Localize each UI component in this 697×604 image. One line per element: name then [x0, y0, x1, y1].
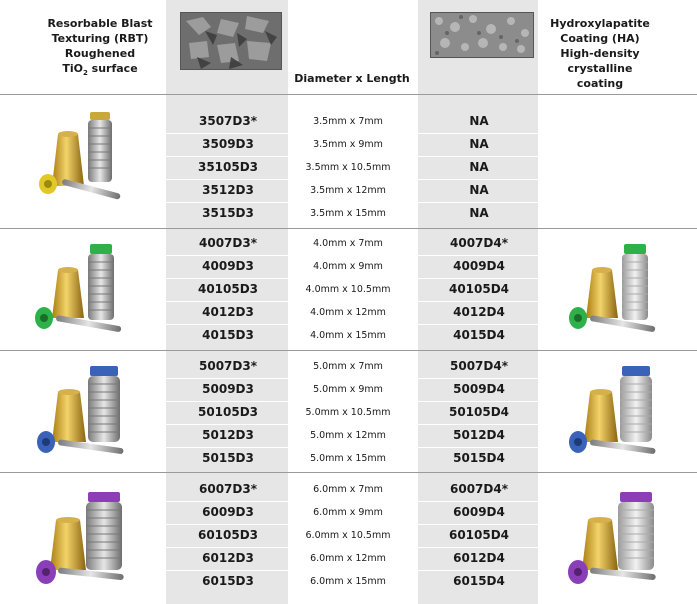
ha-code: 5007D4* — [450, 359, 508, 373]
row-divider — [418, 324, 538, 325]
row-divider — [418, 524, 538, 525]
row-divider — [166, 424, 288, 425]
row-divider — [166, 401, 288, 402]
ha-code: 4015D4 — [453, 328, 505, 342]
rbt-code: 4015D3 — [202, 328, 254, 342]
row-divider — [166, 179, 288, 180]
row-divider — [166, 255, 288, 256]
implant-purple-image — [28, 488, 144, 592]
ha-code: NA — [469, 137, 489, 151]
dimension: 4.0mm x 12mm — [310, 307, 386, 318]
rbt-code: 6009D3 — [202, 505, 254, 519]
rbt-header-line-3: Roughened — [64, 47, 136, 60]
rbt-header-line-1: Resorbable Blast — [47, 17, 153, 30]
dimension: 4.0mm x 10.5mm — [305, 284, 391, 295]
dimension: 6.0mm x 7mm — [313, 484, 383, 495]
group-divider — [0, 472, 697, 473]
row-divider — [418, 255, 538, 256]
group-divider — [0, 228, 697, 229]
rbt-code: 40105D3 — [197, 282, 259, 296]
rbt-code: 5009D3 — [202, 382, 254, 396]
ha-code: 4009D4 — [453, 259, 505, 273]
dimension: 5.0mm x 15mm — [310, 453, 386, 464]
rbt-code: 5015D3 — [202, 451, 254, 465]
ha-code: 5012D4 — [453, 428, 505, 442]
rbt-texture-swatch — [180, 12, 282, 70]
row-divider — [166, 378, 288, 379]
ha-code: 6012D4 — [453, 551, 505, 565]
row-divider — [418, 501, 538, 502]
row-divider — [418, 424, 538, 425]
implant-yellow-image — [28, 106, 138, 210]
rbt-code: 4009D3 — [202, 259, 254, 273]
rbt-code: 4007D3* — [199, 236, 257, 250]
ha-code: 5015D4 — [453, 451, 505, 465]
ha-code: 4012D4 — [453, 305, 505, 319]
row-divider — [166, 156, 288, 157]
rbt-header — [40, 16, 160, 81]
dimension: 3.5mm x 15mm — [310, 208, 386, 219]
ha-code: 4007D4* — [450, 236, 508, 250]
dimension: 5.0mm x 12mm — [310, 430, 386, 441]
dimension: 6.0mm x 10.5mm — [305, 530, 391, 541]
row-divider — [418, 570, 538, 571]
ha-header — [544, 16, 656, 91]
row-divider — [418, 447, 538, 448]
row-divider — [166, 133, 288, 134]
ha-code: 50105D4 — [448, 405, 510, 419]
row-divider — [166, 324, 288, 325]
rbt-code: 3512D3 — [202, 183, 254, 197]
rbt-header-line-2: Texturing (RBT) — [51, 32, 149, 45]
rbt-code: 3507D3* — [199, 114, 257, 128]
rbt-code: 3515D3 — [202, 206, 254, 220]
dimension-header: Diameter x Length — [294, 72, 410, 85]
ha-code: NA — [469, 160, 489, 174]
row-divider — [166, 524, 288, 525]
dimension: 3.5mm x 12mm — [310, 185, 386, 196]
row-divider — [166, 501, 288, 502]
ha-code: 60105D4 — [448, 528, 510, 542]
dimension: 3.5mm x 10.5mm — [305, 162, 391, 173]
rbt-code: 5012D3 — [202, 428, 254, 442]
dimension: 4.0mm x 9mm — [313, 261, 383, 272]
row-divider — [418, 202, 538, 203]
row-divider — [166, 202, 288, 203]
rbt-code: 35105D3 — [197, 160, 259, 174]
dimension: 5.0mm x 10.5mm — [305, 407, 391, 418]
ha-code: 6015D4 — [453, 574, 505, 588]
row-divider — [166, 447, 288, 448]
row-divider — [166, 570, 288, 571]
dimension: 6.0mm x 12mm — [310, 553, 386, 564]
dimension: 3.5mm x 7mm — [313, 116, 383, 127]
rbt-code: 6007D3* — [199, 482, 257, 496]
dimension: 6.0mm x 15mm — [310, 576, 386, 587]
ha-code: 6009D4 — [453, 505, 505, 519]
row-divider — [418, 133, 538, 134]
dimension: 3.5mm x 9mm — [313, 139, 383, 150]
rbt-code: 60105D3 — [197, 528, 259, 542]
dimension: 4.0mm x 15mm — [310, 330, 386, 341]
dimension: 6.0mm x 9mm — [313, 507, 383, 518]
ha-header-line-4: crystalline coating — [567, 62, 633, 90]
row-divider — [418, 156, 538, 157]
rbt-header-line-4: TiO$_2$ surface — [62, 62, 138, 78]
rbt-code: 6012D3 — [202, 551, 254, 565]
ha-code: 5009D4 — [453, 382, 505, 396]
implant-purple-ha-image — [560, 488, 676, 592]
group-divider — [0, 94, 697, 95]
rbt-code: 5007D3* — [199, 359, 257, 373]
ha-code: 6007D4* — [450, 482, 508, 496]
dimension: 4.0mm x 7mm — [313, 238, 383, 249]
row-divider — [166, 547, 288, 548]
group-divider — [0, 350, 697, 351]
rbt-code: 50105D3 — [197, 405, 259, 419]
rbt-code: 6015D3 — [202, 574, 254, 588]
row-divider — [418, 378, 538, 379]
ha-header-line-2: Coating (HA) — [560, 32, 640, 45]
implant-blue-image — [28, 362, 144, 462]
ha-code: NA — [469, 114, 489, 128]
row-divider — [166, 278, 288, 279]
implant-green-image — [26, 240, 142, 340]
row-divider — [418, 301, 538, 302]
row-divider — [418, 179, 538, 180]
row-divider — [418, 278, 538, 279]
row-divider — [418, 401, 538, 402]
ha-header-line-3: High-density — [560, 47, 640, 60]
ha-code: NA — [469, 206, 489, 220]
ha-texture-swatch — [430, 12, 534, 58]
row-divider — [166, 301, 288, 302]
dimension: 5.0mm x 7mm — [313, 361, 383, 372]
dimension: 5.0mm x 9mm — [313, 384, 383, 395]
implant-blue-ha-image — [560, 362, 676, 462]
row-divider — [418, 547, 538, 548]
ha-code: NA — [469, 183, 489, 197]
ha-header-line-1: Hydroxylapatite — [550, 17, 650, 30]
ha-code: 40105D4 — [448, 282, 510, 296]
rbt-code: 4012D3 — [202, 305, 254, 319]
implant-green-ha-image — [560, 240, 676, 340]
rbt-code: 3509D3 — [202, 137, 254, 151]
